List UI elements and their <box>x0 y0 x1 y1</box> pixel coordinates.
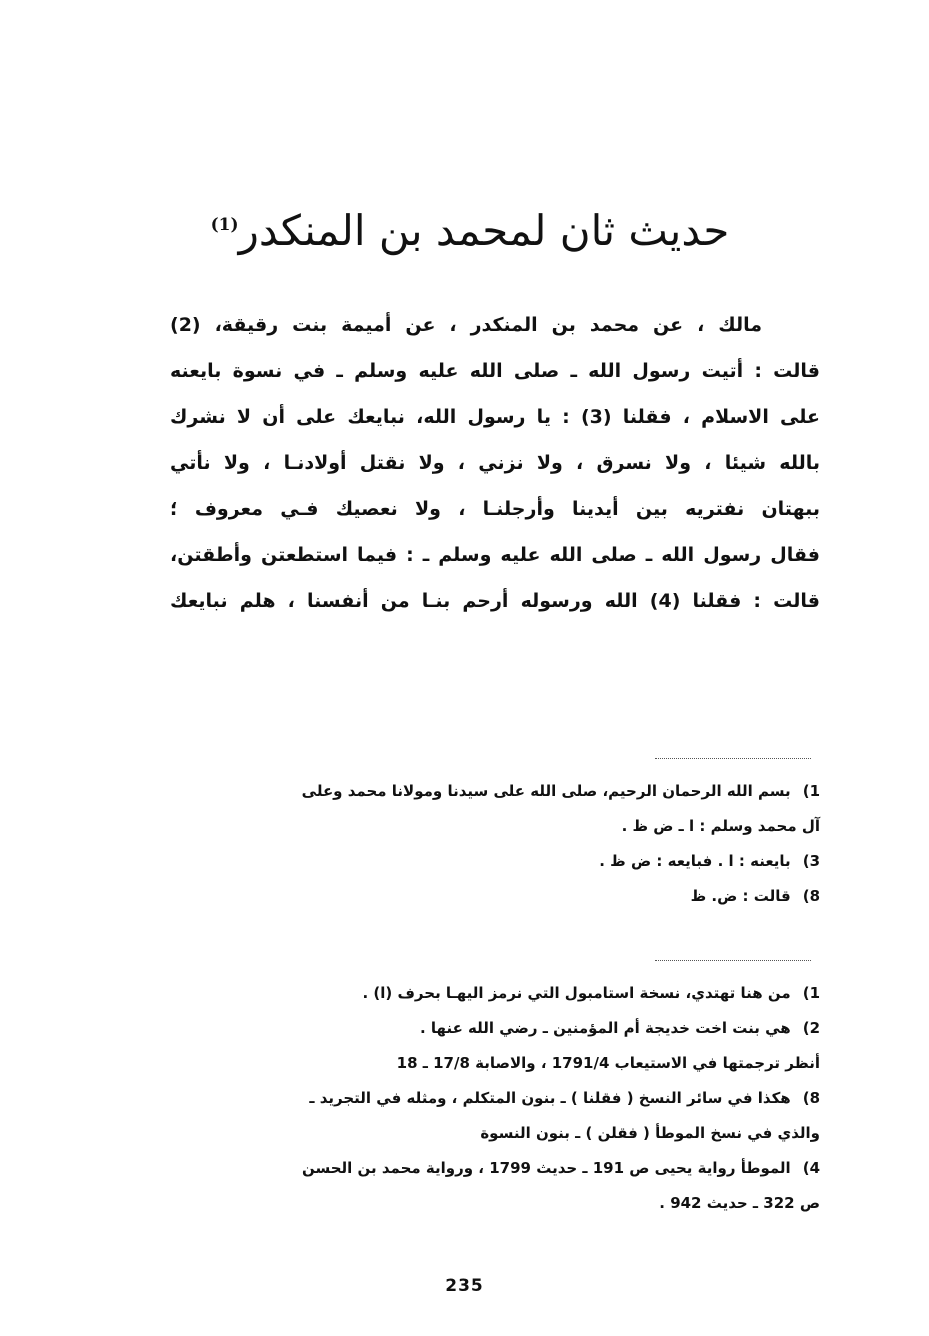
footnote <box>160 1011 820 1046</box>
body-line: بالله شيئا ، ولا نسرق ، ولا نزني ، ولا نقتل أولادنـا ، ولا نأتي <box>170 452 820 474</box>
footnote-number: 3) <box>802 852 820 870</box>
footnote <box>160 1081 820 1116</box>
chapter-title-text: حديث ثان لمحمد بن المنكدر <box>238 206 730 255</box>
footnote-number: 2) <box>802 1019 820 1037</box>
footnote-number: 8) <box>802 1089 820 1107</box>
footnote-number: 1) <box>802 782 820 800</box>
footnote-text: الموطأ رواية يحيى ص 191 ـ حديث 1799 ، ورواية محمد بن الحسن <box>301 1159 791 1177</box>
footnote-number: 1) <box>802 984 820 1002</box>
footnote-continuation <box>160 809 820 844</box>
footnote-continuation <box>160 1116 820 1151</box>
footnote-continuation <box>160 1046 820 1081</box>
footnote-text: من هنا تهتدي، نسخة استامبول التي نرمز اليهـا بحرف (ا) . <box>362 984 791 1002</box>
footnote-number: 8) <box>802 887 820 905</box>
footnote-text: والذي في نسخ الموطأ ( فقلن ) ـ بنون النسوة <box>480 1124 820 1142</box>
footnote-text: أنظر ترجمتها في الاستيعاب 1791/4 ، والاصابة 17/8 ـ 18 <box>396 1054 820 1072</box>
footnote-continuation <box>160 1186 820 1221</box>
footnote-text: هكذا في سائر النسخ ( فقلنا ) ـ بنون المتكلم ، ومثله في التجريد ـ <box>309 1089 791 1107</box>
footnote-text: بايعنه : ا . فبايعه : ض ظ . <box>599 852 791 870</box>
footnote-divider <box>655 758 811 759</box>
variant-notes <box>160 774 820 914</box>
footnote <box>160 844 820 879</box>
page-number: 235 <box>445 1276 484 1296</box>
footnote <box>160 879 820 914</box>
body-line: على الاسلام ، فقلنا (3) : يا رسول الله، نبايعك على أن لا نشرك <box>170 406 820 428</box>
footnote <box>160 1151 820 1186</box>
body-line: فقال رسول الله ـ صلى الله عليه وسلم ـ : فيما استطعتن وأطقتن، <box>170 544 820 566</box>
footnote <box>160 774 820 809</box>
title-footnote-mark: (1) <box>210 215 239 235</box>
body-line: ببهتان نفتريه بين أيدينا وأرجلنـا ، ولا نعصيك فـي معروف ؛ <box>170 498 820 520</box>
footnote-text: آل محمد وسلم : ا ـ ض ظ . <box>621 817 820 835</box>
footnote-text: بسم الله الرحمان الرحيم، صلى الله على سيدنا ومولانا محمد وعلى <box>301 782 791 800</box>
body-line: مالك ، عن محمد بن المنكدر ، عن أميمة بنت رقيقة، (2) <box>170 314 762 336</box>
footnote <box>160 976 820 1011</box>
footnote-divider <box>655 960 811 961</box>
footnote-number: 4) <box>802 1159 820 1177</box>
body-line: قالت : فقلنا (4) الله ورسوله أرحم بنـا من أنفسنا ، هلم نبايعك <box>170 590 820 612</box>
footnote-text: هي بنت اخت خديجة أم المؤمنين ـ رضي الله عنها . <box>419 1019 791 1037</box>
footnote-text: ص 322 ـ حديث 942 . <box>659 1194 820 1212</box>
body-line: قالت : أتيت رسول الله ـ صلى الله عليه وسلم ـ في نسوة بايعنه <box>170 360 820 382</box>
footnote-text: قالت : ض. ظ <box>690 887 791 905</box>
hadith-body <box>170 302 820 624</box>
chapter-title <box>150 190 790 266</box>
editor-notes <box>160 976 820 1221</box>
